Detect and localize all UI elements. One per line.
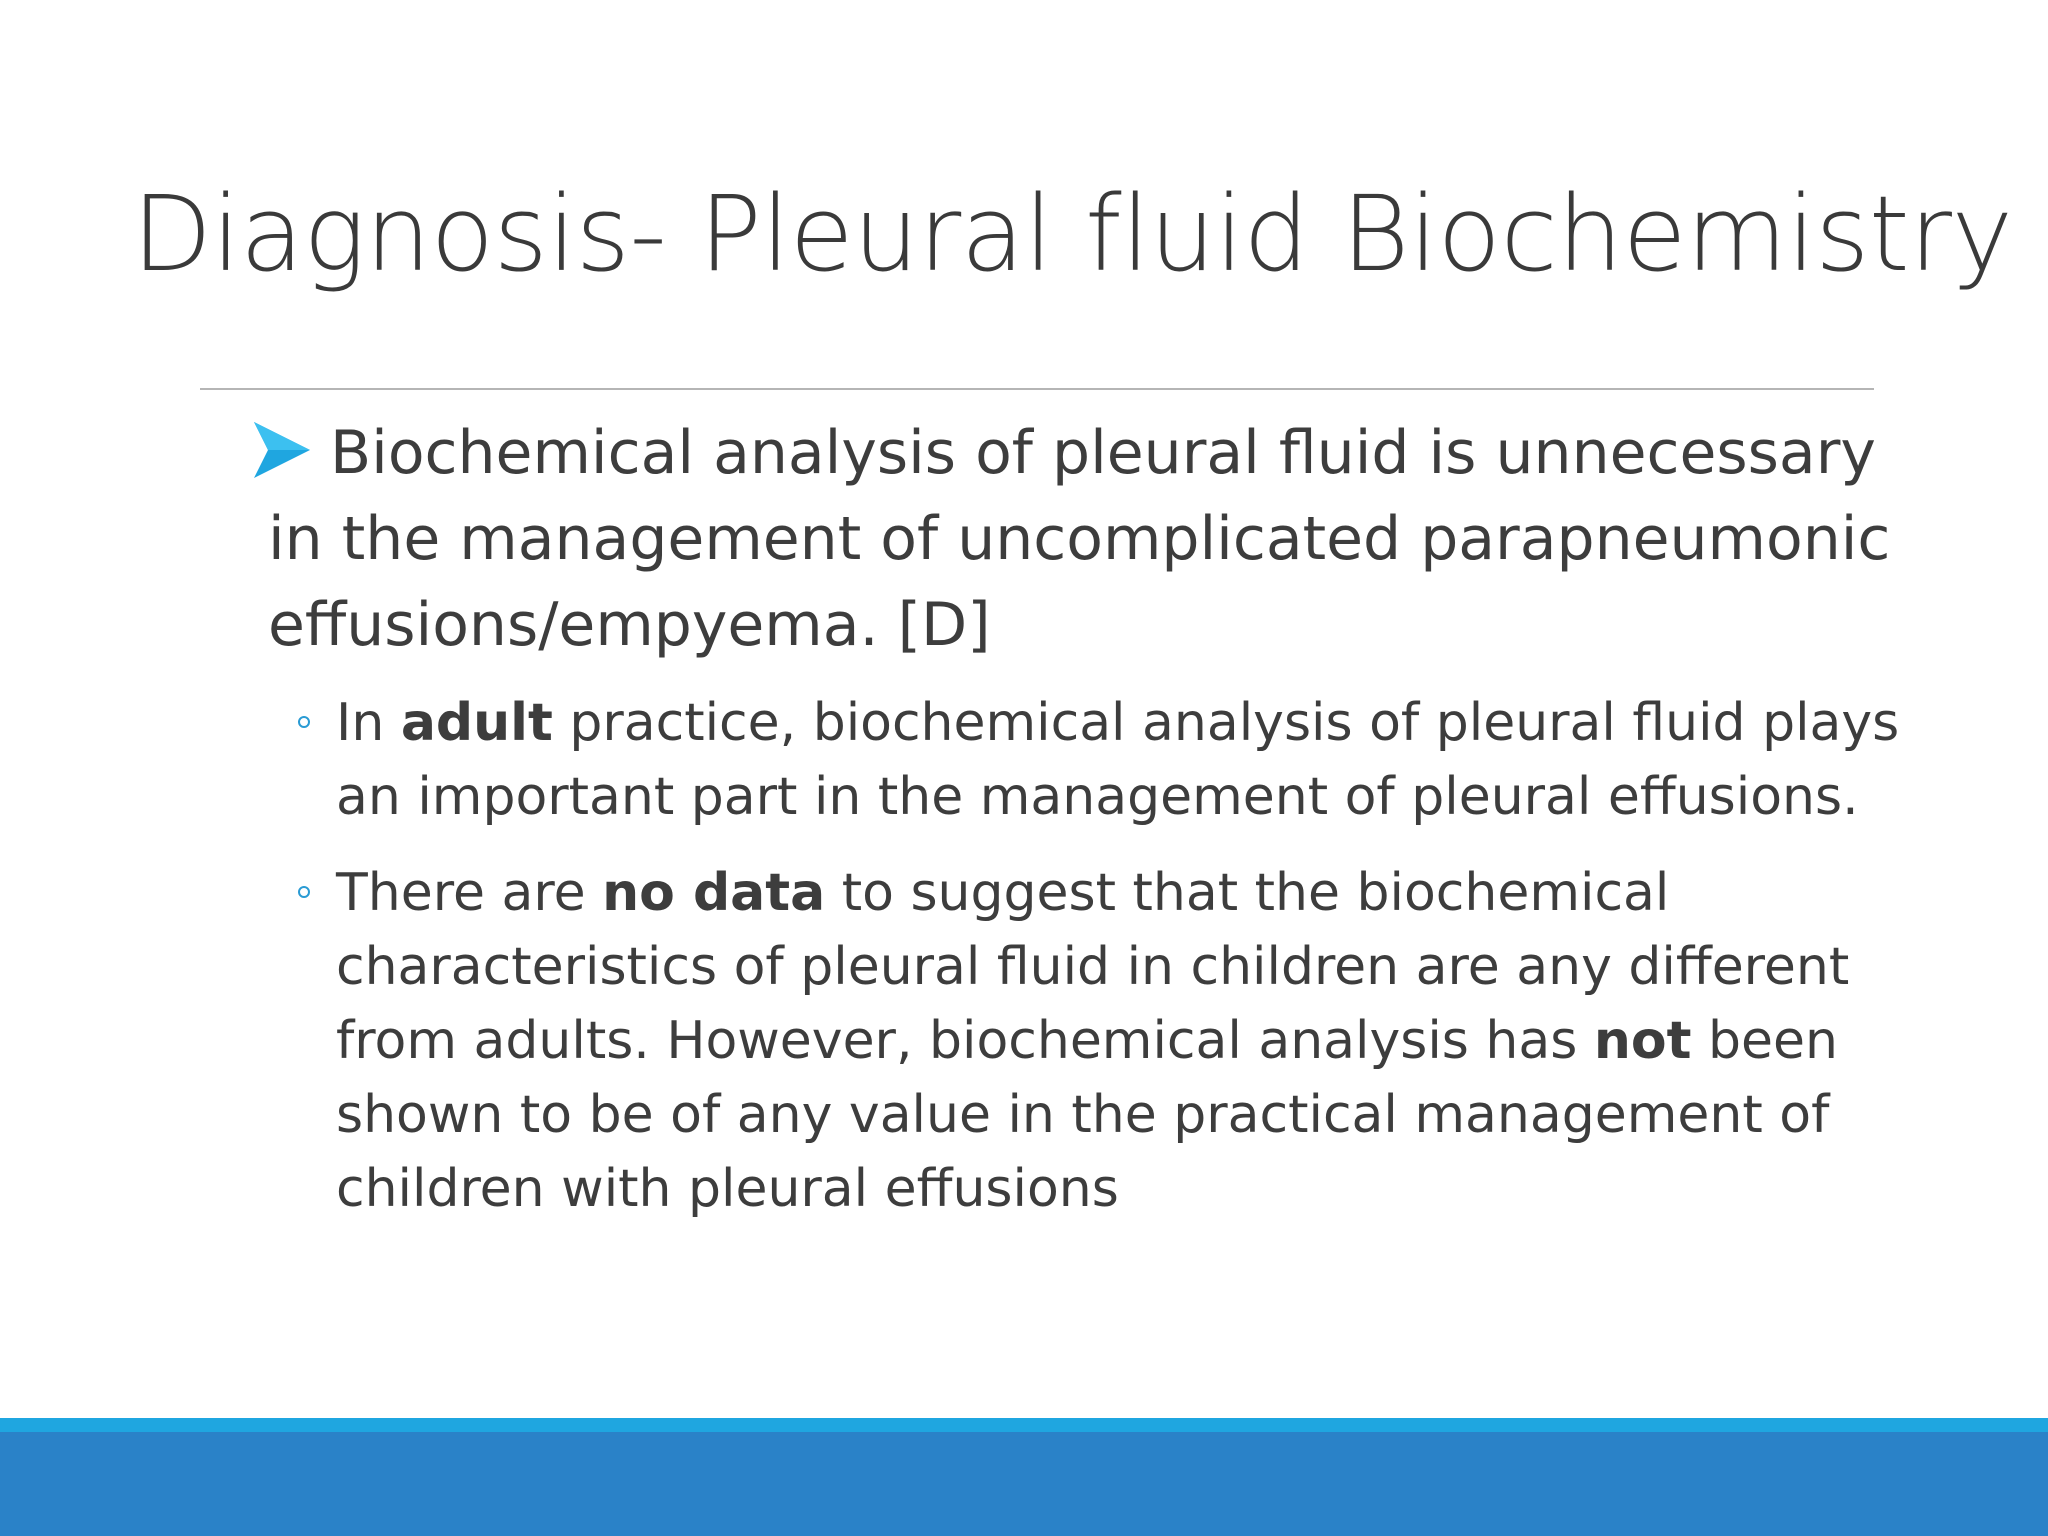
emphasis-text: no data — [602, 863, 826, 923]
sub-bullet-list — [252, 686, 1932, 1226]
footer-accent-stripe — [0, 1418, 2048, 1432]
slide-title: Diagnosis- Pleural fluid Biochemistry — [132, 173, 2013, 295]
sub-bullet-text: There are no data to suggest that the biochemical characteristics of pleural fluid in children are any different from adults. However, biochemical analysis has not been shown to be of any value in the practical management of children with pleural effusions — [336, 863, 1850, 1219]
footer-band — [0, 1418, 2048, 1536]
emphasis-text: not — [1593, 1011, 1692, 1071]
circle-bullet-icon — [298, 716, 310, 728]
main-bullet — [252, 410, 1932, 668]
sub-bullet-text: In adult practice, biochemical analysis of pleural fluid plays an important part in the management of pleural effusions. — [336, 693, 1900, 827]
emphasis-text: adult — [400, 693, 553, 753]
main-bullet-text: Biochemical analysis of pleural fluid is unnecessary in the management of uncomplicated parapneumonic effusions/empyema. [D] — [268, 418, 1891, 660]
sub-bullet-no-data — [296, 856, 1932, 1226]
sub-bullet-adult-practice — [296, 686, 1932, 834]
circle-bullet-icon — [298, 886, 310, 898]
slide-content — [252, 410, 1932, 1248]
arrow-bullet-icon — [252, 418, 312, 482]
title-divider — [200, 388, 1874, 390]
